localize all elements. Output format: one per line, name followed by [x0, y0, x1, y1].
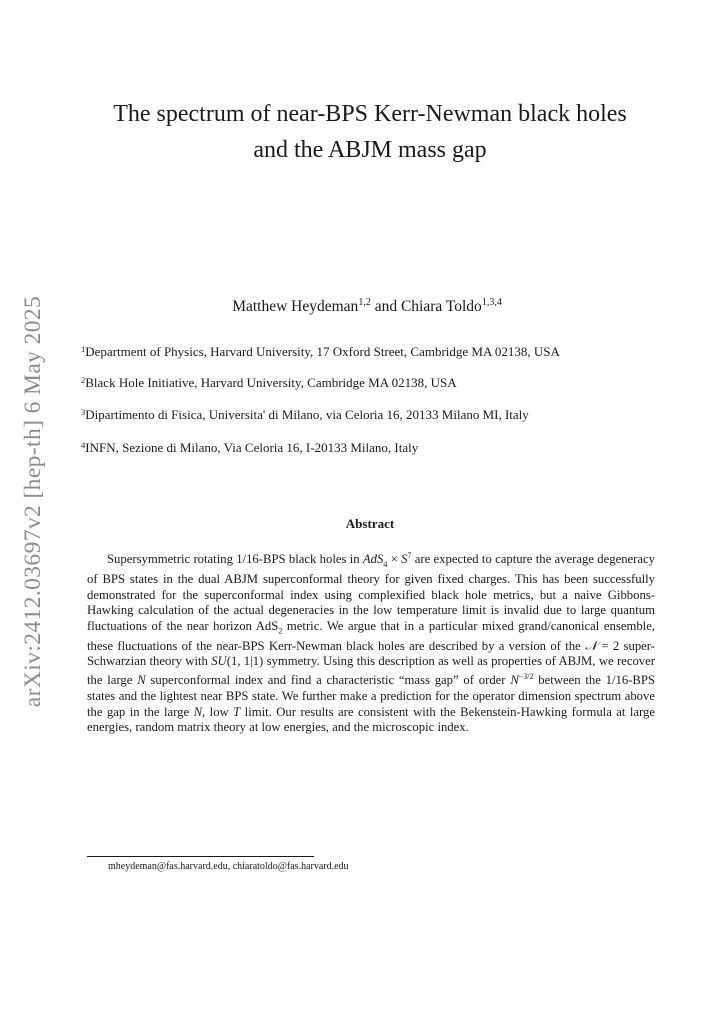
affiliation-1	[81, 344, 560, 360]
author-affiliation-marker: 1,2	[358, 297, 371, 308]
footnote-rule	[87, 856, 314, 857]
abstract-body	[87, 548, 655, 736]
author-name: Matthew Heydeman	[232, 298, 359, 315]
affiliation-3	[81, 407, 529, 423]
abstract-heading: Abstract	[345, 516, 395, 531]
author-affiliation-marker: 1,3,4	[481, 297, 502, 308]
author-connector: and	[370, 298, 401, 315]
affiliation-text: INFN, Sezione di Milano, Via Celoria 16, I-20133 Milano, Italy	[85, 440, 419, 455]
author-list	[50, 298, 684, 316]
author-name: Chiara Toldo	[400, 298, 482, 315]
abstract-paragraph: Supersymmetric rotating 1/16-BPS black holes in $AdS_4 \times S^7$ are expected to capture the average degeneracy of BPS states in the dual ABJM superconformal theory for given fixed charges. This has been successfully demonstrated for the superconformal index using complexified black hole metrics, but a naive Gibbons-Hawking calculation of the actual degeneracies in the low temperature limit is invalid due to large quantum fluctuations of the near horizon AdS$_2$ metric. We argue that in a particular mixed grand/canonical ensemble, these fluctuations of the near-BPS Kerr-Newman black holes are described by a version of the 𝒩 = 2 super-Schwarzian theory with SU(1, 1|1) symmetry. Using this description as well as properties of ABJM, we recover the large N superconformal index and find a characteristic “mass gap” of order $N^{-3/2}$ between the 1/16-BPS states and the lightest near BPS state. We further make a prediction for the operator dimension spectrum above the gap in the large N, low T limit. Our results are consistent with the Bekenstein-Hawking formula at large energies, random matrix theory at low energies, and the microscopic index.	[87, 551, 656, 735]
footnote-emails: mheydeman@fas.harvard.edu, chiaratoldo@fas.harvard.edu	[108, 861, 349, 872]
affiliation-text: Dipartimento di Fisica, Universita' di Milano, via Celoria 16, 20133 Milano MI, Italy	[85, 407, 529, 422]
title-line-2: and the ABJM mass gap	[253, 137, 487, 163]
affiliation-number: 4	[81, 440, 86, 450]
arxiv-identifier-stamp	[14, 295, 54, 707]
affiliation-number: 1	[81, 344, 86, 354]
arxiv-stamp-text: arXiv:2412.03697v2 [hep-th] 6 May 2025	[20, 295, 47, 707]
affiliation-4	[81, 440, 418, 456]
affiliation-number: 3	[81, 407, 86, 417]
affiliation-text: Black Hole Initiative, Harvard University, Cambridge MA 02138, USA	[85, 375, 457, 390]
affiliation-2	[81, 375, 457, 391]
paper-title	[50, 96, 690, 168]
affiliation-text: Department of Physics, Harvard University, 17 Oxford Street, Cambridge MA 02138, USA	[85, 344, 560, 359]
title-line-1: The spectrum of near-BPS Kerr-Newman black holes	[113, 101, 627, 127]
affiliation-number: 2	[81, 375, 86, 385]
